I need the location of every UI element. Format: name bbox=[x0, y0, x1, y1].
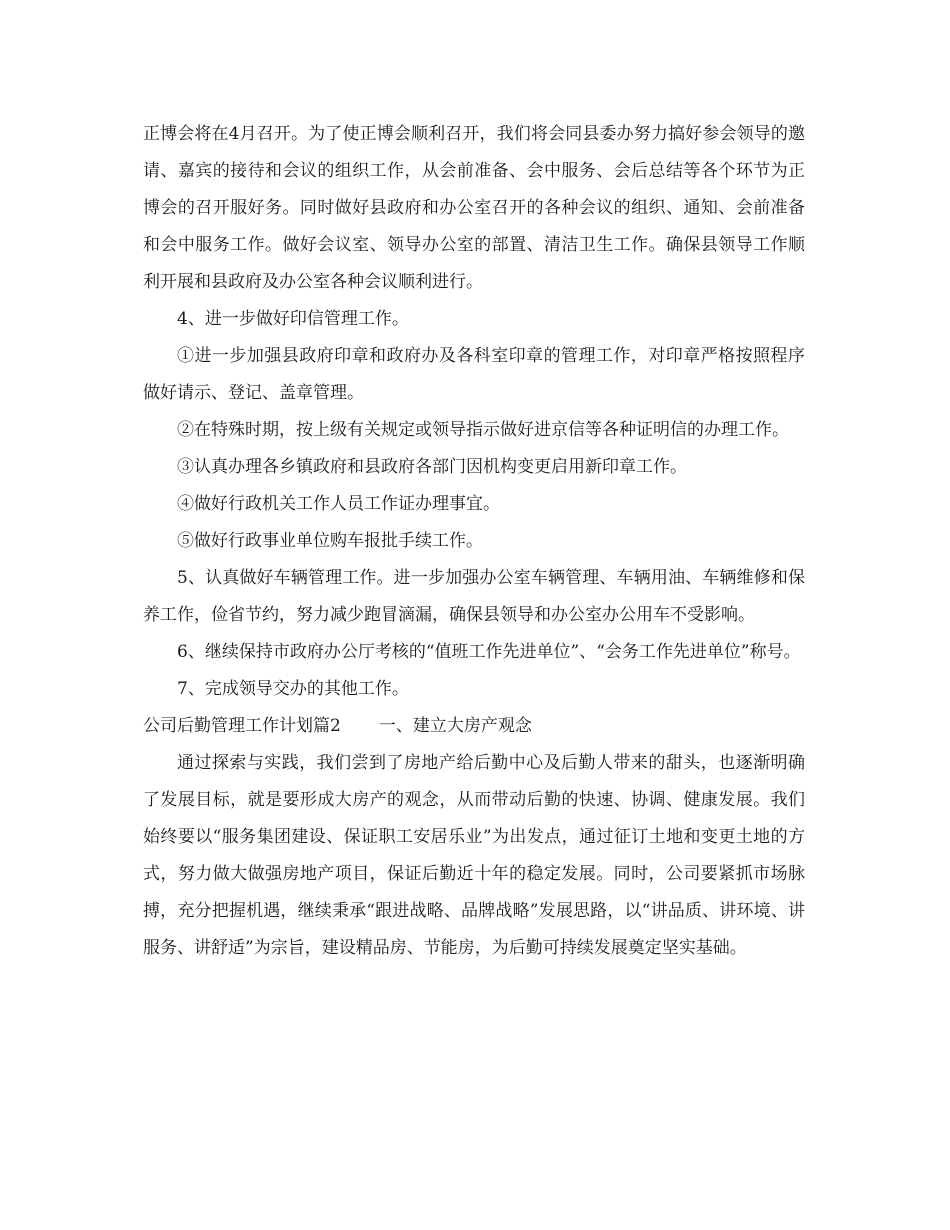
paragraph-seal-item-2: ②在特殊时期，按上级有关规定或领导指示做好进京信等各种证明信的办理工作。 bbox=[177, 420, 789, 440]
paragraph-seal-item-1: ①进一步加强县政府印章和政府办及各科室印章的管理工作，对印章严格按照程序做好请示、登记、盖章管理。 bbox=[143, 346, 805, 403]
paragraph-seal-management-heading: 4、进一步做好印信管理工作。 bbox=[177, 309, 409, 329]
paragraph-honor-titles: 6、继续保持市政府办公厅考核的“值班工作先进单位”、“会务工作先进单位”称号。 bbox=[177, 642, 801, 662]
section-heading bbox=[143, 708, 805, 745]
paragraph-other-tasks: 7、完成领导交办的其他工作。 bbox=[177, 679, 409, 699]
paragraph-real-estate-concept: 通过探索与实践，我们尝到了房地产给后勤中心及后勤人带来的甜头，也逐渐明确了发展目标，就是要形成大房产的观念，从而带动后勤的快速、协调、健康发展。我们始终要以“服务集团建设、保证职工安居乐业”为出发点，通过征订土地和变更土地的方式，努力做大做强房地产项目，保证后勤近十年的稳定发展。同时，公司要紧抓市场脉搏，充分把握机遇，继续秉承“跟进战略、品牌战略”发展思路，以“讲品质、讲环境、讲服务、讲舒适”为宗旨，建设精品房、节能房，为后勤可持续发展奠定坚实基础。 bbox=[143, 753, 805, 958]
section-subtitle: 一、建立大房产观念 bbox=[378, 716, 532, 736]
paragraph-seal-item-5: ⑤做好行政事业单位购车报批手续工作。 bbox=[177, 531, 483, 551]
paragraph-vehicle-management: 5、认真做好车辆管理工作。进一步加强办公室车辆管理、车辆用油、车辆维修和保养工作，俭省节约，努力减少跑冒滴漏，确保县领导和办公室办公用车不受影响。 bbox=[143, 568, 805, 625]
paragraph-seal-item-3: ③认真办理各乡镇政府和县政府各部门因机构变更启用新印章工作。 bbox=[177, 457, 687, 477]
paragraph-seal-item-4: ④做好行政机关工作人员工作证办理事宜。 bbox=[177, 494, 500, 514]
paragraph-conference-work: 正博会将在4月召开。为了使正博会顺利召开，我们将会同县委办努力搞好参会领导的邀请、嘉宾的接待和会议的组织工作，从会前准备、会中服务、会后总结等各个环节为正博会的召开服好务。同时做好县政府和办公室召开的各种会议的组织、通知、会前准备和会中服务工作。做好会议室、领导办公室的部置、清洁卫生工作。确保县领导工作顺利开展和县政府及办公室各种会议顺利进行。 bbox=[143, 124, 805, 292]
document-body bbox=[143, 116, 805, 967]
section-title: 公司后勤管理工作计划篇2 bbox=[143, 716, 341, 736]
